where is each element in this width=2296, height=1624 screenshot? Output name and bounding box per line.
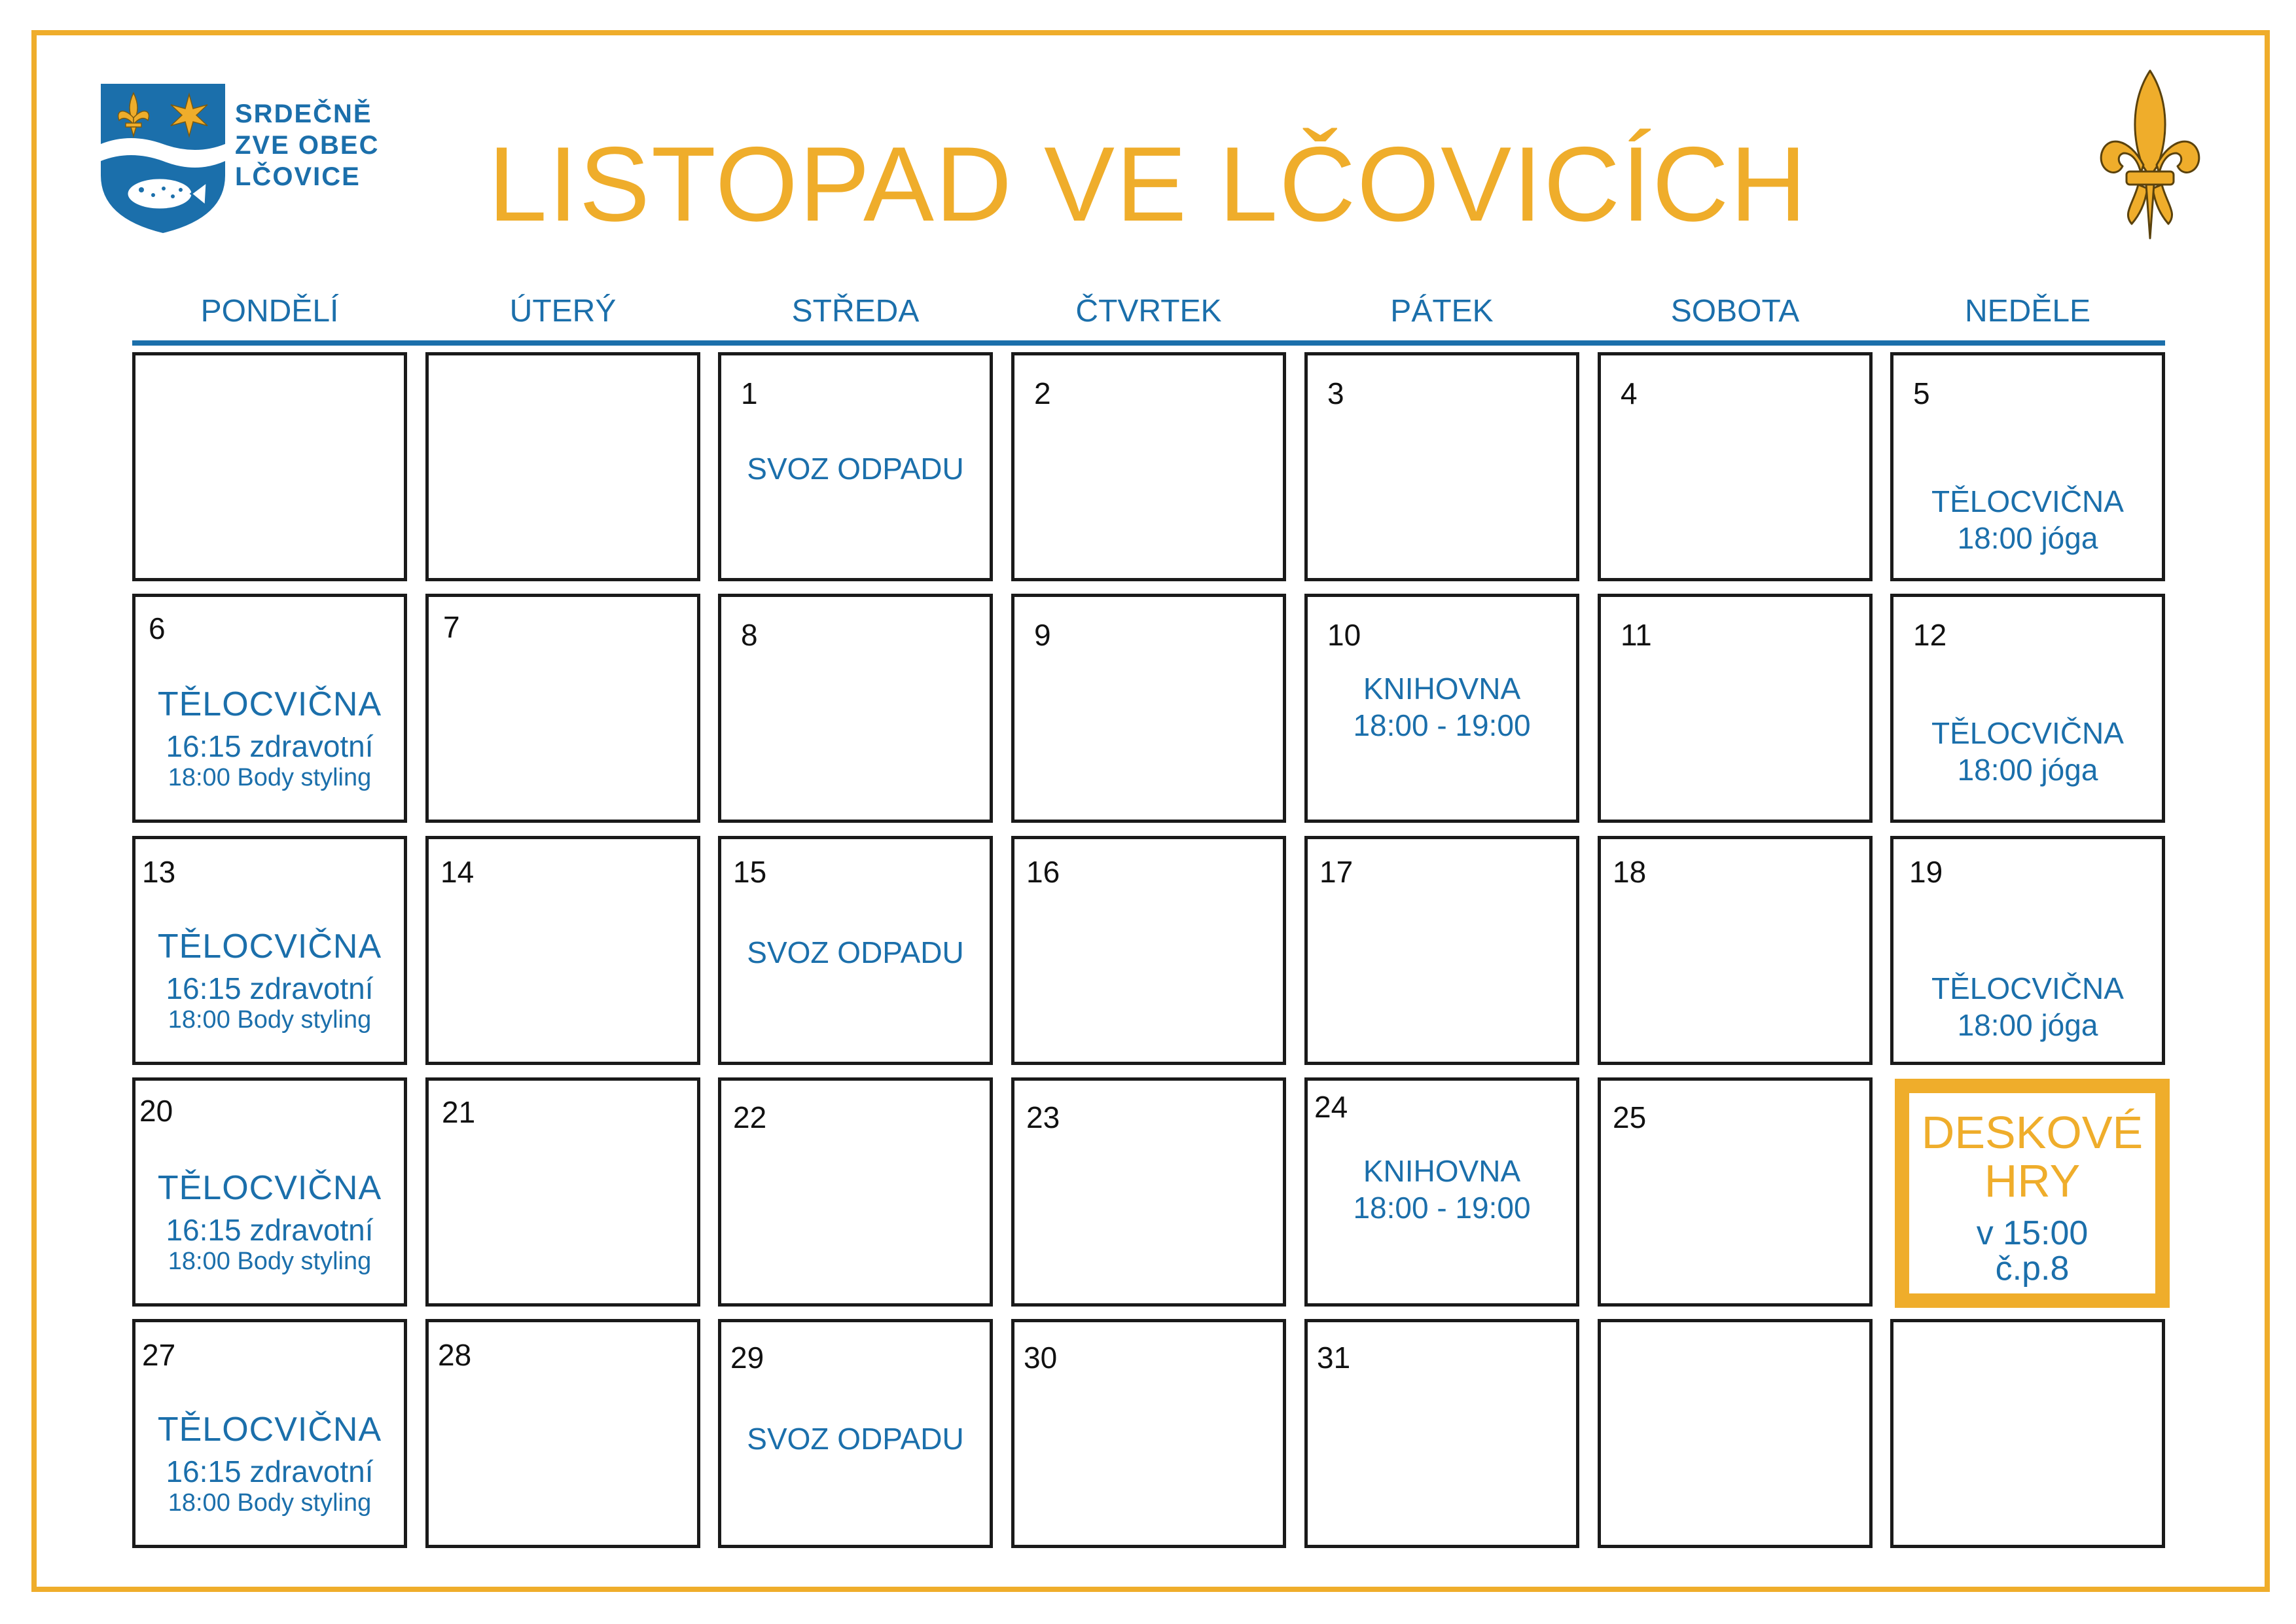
calendar-cell-22 [718, 1077, 993, 1307]
calendar-cell-empty [132, 352, 407, 581]
day-number: 30 [1024, 1341, 1058, 1375]
day-number: 7 [443, 610, 460, 644]
event-gym-time: 18:00 Body styling [168, 1248, 372, 1275]
calendar-cell-25 [1598, 1077, 1873, 1307]
calendar-cell-28 [425, 1319, 700, 1548]
event-gym-time: 18:00 Body styling [168, 764, 372, 791]
day-number: 22 [733, 1100, 767, 1134]
event-gym-time: 16:15 zdravotní [166, 729, 374, 763]
calendar-cell-6 [132, 594, 407, 823]
weekday-tuesday: ÚTERÝ [509, 294, 617, 329]
day-number: 20 [139, 1094, 173, 1128]
day-number: 14 [440, 855, 475, 889]
event-gym: TĚLOCVIČNA [157, 1411, 382, 1449]
calendar-cell-20 [132, 1077, 407, 1307]
weekday-header-row [132, 292, 2165, 331]
event-gym: TĚLOCVIČNA [1931, 716, 2124, 750]
weekday-friday: PÁTEK [1390, 294, 1494, 329]
calendar-cell-12 [1890, 594, 2165, 823]
event-library: KNIHOVNA [1363, 1154, 1521, 1188]
logo-slogan-line: ZVE OBEC [235, 131, 380, 160]
day-number: 5 [1913, 376, 1930, 410]
calendar-cell-5 [1890, 352, 2165, 581]
board-games-place: č.p.8 [1995, 1250, 2070, 1288]
calendar-cell-30 [1011, 1319, 1286, 1548]
day-number: 29 [730, 1341, 764, 1375]
calendar-cell-10 [1304, 594, 1579, 823]
event-waste-collection: SVOZ ODPADU [747, 452, 964, 486]
calendar-cell-empty [1598, 1319, 1873, 1548]
calendar-cell-7 [425, 594, 700, 823]
calendar-cell-24 [1304, 1077, 1579, 1307]
weekday-sunday: NEDĚLE [1964, 294, 2091, 329]
calendar-cell-17 [1304, 836, 1579, 1065]
day-number: 15 [733, 855, 767, 889]
calendar-cell-27 [132, 1319, 407, 1548]
day-number: 17 [1319, 855, 1354, 889]
calendar-cell-2 [1011, 352, 1286, 581]
day-number: 1 [741, 376, 758, 410]
board-games-title: HRY [1984, 1155, 2081, 1206]
board-games-title: DESKOVÉ [1921, 1107, 2144, 1158]
event-gym-time: 18:00 Body styling [168, 1006, 372, 1034]
event-library-time: 18:00 - 19:00 [1353, 1191, 1531, 1225]
logo-slogan-line: SRDEČNĚ [235, 99, 372, 128]
calendar-cell-3 [1304, 352, 1579, 581]
day-number: 27 [142, 1338, 176, 1372]
event-gym: TĚLOCVIČNA [157, 928, 382, 965]
calendar-cell-15 [718, 836, 993, 1065]
day-number: 8 [741, 618, 758, 652]
day-number: 31 [1317, 1341, 1351, 1375]
day-number: 12 [1913, 618, 1947, 652]
weekday-wednesday: STŘEDA [791, 294, 920, 329]
calendar-cell-13 [132, 836, 407, 1065]
calendar-cell-23 [1011, 1077, 1286, 1307]
calendar-cell-1 [718, 352, 993, 581]
day-number: 16 [1026, 855, 1060, 889]
day-number: 6 [149, 611, 166, 645]
event-gym-time: 18:00 jóga [1957, 521, 2098, 555]
day-number: 10 [1327, 618, 1361, 652]
day-number: 2 [1034, 376, 1051, 410]
day-number: 3 [1327, 376, 1344, 410]
day-number: 18 [1613, 855, 1647, 889]
event-gym-time: 18:00 jóga [1957, 753, 2098, 787]
day-number: 19 [1909, 855, 1943, 889]
event-gym-time: 16:15 zdravotní [166, 971, 374, 1005]
calendar-cell-11 [1598, 594, 1873, 823]
event-gym: TĚLOCVIČNA [157, 685, 382, 723]
day-number: 24 [1314, 1090, 1348, 1124]
event-library: KNIHOVNA [1363, 672, 1521, 706]
event-waste-collection: SVOZ ODPADU [747, 935, 964, 969]
day-number: 9 [1034, 618, 1051, 652]
day-number: 4 [1621, 376, 1638, 410]
calendar-cell-4 [1598, 352, 1873, 581]
event-gym-time: 16:15 zdravotní [166, 1454, 374, 1489]
weekday-monday: PONDĚLÍ [200, 294, 339, 329]
event-gym-time: 18:00 Body styling [168, 1489, 372, 1517]
day-number: 25 [1613, 1100, 1647, 1134]
day-number: 23 [1026, 1100, 1060, 1134]
calendar-cell-empty [425, 352, 700, 581]
calendar-cell-9 [1011, 594, 1286, 823]
event-gym: TĚLOCVIČNA [1931, 484, 2124, 518]
calendar-cell-29 [718, 1319, 993, 1548]
day-number: 21 [442, 1095, 476, 1129]
event-gym-time: 16:15 zdravotní [166, 1213, 374, 1247]
calendar-cell-21 [425, 1077, 700, 1307]
day-number: 28 [438, 1338, 472, 1372]
board-games-event-highlight [1895, 1079, 2170, 1308]
event-gym: TĚLOCVIČNA [157, 1169, 382, 1207]
event-waste-collection: SVOZ ODPADU [747, 1422, 964, 1456]
page-title: LISTOPAD VE LČOVICÍCH [488, 125, 1808, 244]
weekday-saturday: SOBOTA [1670, 294, 1800, 329]
header-divider [132, 340, 2165, 346]
calendar-cell-19 [1890, 836, 2165, 1065]
logo-slogan-line: LČOVICE [235, 162, 361, 191]
calendar-cell-18 [1598, 836, 1873, 1065]
event-gym: TĚLOCVIČNA [1931, 971, 2124, 1005]
weekday-thursday: ČTVRTEK [1075, 294, 1222, 329]
calendar-cell-16 [1011, 836, 1286, 1065]
board-games-time: v 15:00 [1976, 1214, 2089, 1252]
calendar-cell-14 [425, 836, 700, 1065]
event-gym-time: 18:00 jóga [1957, 1008, 2098, 1042]
calendar-cell-8 [718, 594, 993, 823]
calendar-cell-empty [1890, 1319, 2165, 1548]
fleur-de-lis-icon [2098, 67, 2202, 244]
calendar-cell-31 [1304, 1319, 1579, 1548]
day-number: 11 [1621, 618, 1652, 652]
event-library-time: 18:00 - 19:00 [1353, 708, 1531, 742]
day-number: 13 [142, 855, 176, 889]
